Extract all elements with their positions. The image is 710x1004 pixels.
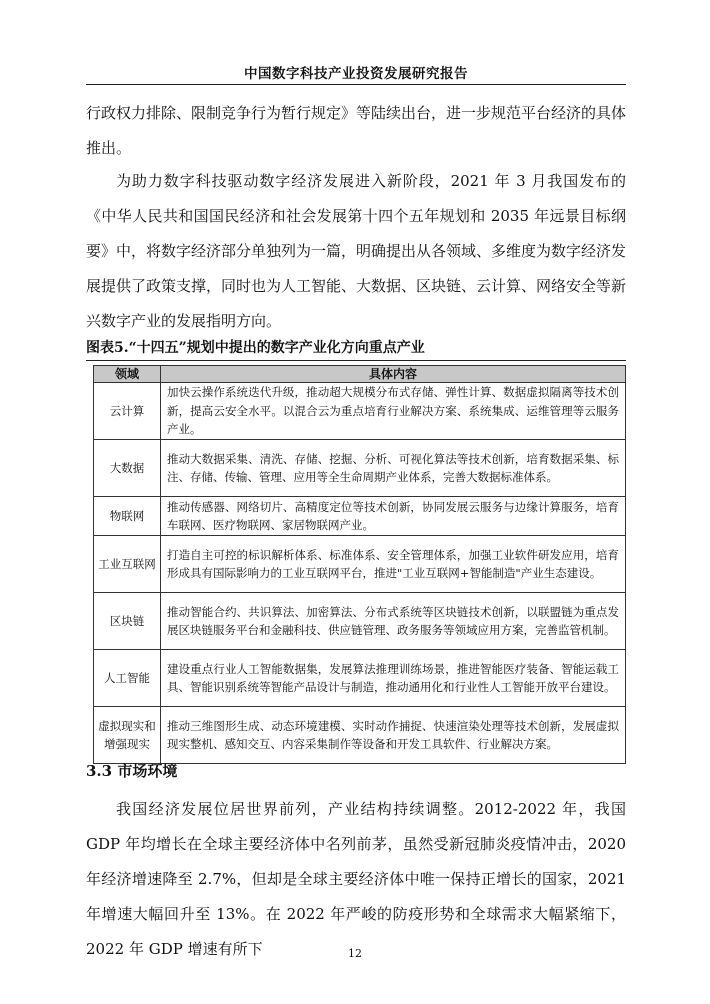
section-heading-market-environment: 3.3 市场环境 [86, 762, 178, 780]
column-header-domain: 领域 [94, 366, 161, 383]
domain-cell: 工业互联网 [94, 536, 161, 593]
page-header-title: 中国数字科技产业投资发展研究报告 [244, 66, 468, 82]
table-caption: 图表5.“十四五”规划中提出的数字产业化方向重点产业 [86, 340, 425, 356]
content-cell: 加快云操作系统迭代升级，推动超大规模分布式存储、弹性计算、数据虚拟隔离等技术创新，提高云安全水平。以混合云为重点培育行业解决方案、系统集成、运维管理等云服务产业。 [161, 383, 626, 440]
table-row [94, 497, 626, 536]
column-header-content: 具体内容 [161, 366, 626, 383]
page-number: 12 [348, 947, 362, 960]
content-cell: 打造自主可控的标识解析体系、标准体系、安全管理体系，加强工业软件研发应用，培育形成具有国际影响力的工业互联网平台，推进"工业互联网+智能制造"产业生态建设。 [161, 536, 626, 593]
table-row [94, 707, 626, 764]
content-cell: 推动大数据采集、清洗、存储、挖掘、分析、可视化算法等技术创新，培育数据采集、标注、存储、传输、管理、应用等全生命周期产业体系，完善大数据标准体系。 [161, 440, 626, 497]
table-row [94, 650, 626, 707]
domain-cell: 虚拟现实和增强现实 [94, 707, 161, 764]
content-cell: 推动传感器、网络切片、高精度定位等技术创新，协同发展云服务与边缘计算服务，培育车联网、医疗物联网、家居物联网产业。 [161, 497, 626, 536]
table-header-row [94, 366, 626, 383]
table-row [94, 593, 626, 650]
header-divider [86, 84, 626, 85]
content-cell: 建设重点行业人工智能数据集，发展算法推理训练场景，推进智能医疗装备、智能运载工具、智能识别系统等智能产品设计与制造，推动通用化和行业性人工智能开放平台建设。 [161, 650, 626, 707]
paragraph-market-environment: 我国经济发展位居世界前列，产业结构持续调整。2012-2022 年，我国 GDP 年均增长在全球主要经济体中名列前茅，虽然受新冠肺炎疫情冲击，2020 年经济增速降至 2.7%，但却是全球主要经济体中唯一保持正增长的国家，2021 年增速大幅回升至 13%。在 2022 年严峻的防疫形势和全球需求大幅紧缩下，2022 年 GDP 增速有所下 [86, 800, 626, 958]
domain-cell: 物联网 [94, 497, 161, 536]
domain-cell: 大数据 [94, 440, 161, 497]
domain-cell: 区块链 [94, 593, 161, 650]
paragraph-14th-five-year-plan: 为助力数字科技驱动数字经济发展进入新阶段，2021 年 3 月我国发布的《中华人民共和国国民经济和社会发展第十四个五年规划和 2035 年远景目标纲要》中，将数字经济部分单独列为一篇，明确提出从各领域、多维度为数字经济发展提供了政策支撑，同时也为人工智能、大数据、区块链、云计算、网络安全等新兴数字产业的发展指明方向。 [86, 172, 627, 330]
paragraph-intro-continuation: 行政权力排除、限制竞争行为暂行规定》等陆续出台，进一步规范平台经济的具体推出。 [86, 104, 627, 157]
content-cell: 推动智能合约、共识算法、加密算法、分布式系统等区块链技术创新，以联盟链为重点发展区块链服务平台和金融科技、供应链管理、政务服务等领域应用方案，完善监管机制。 [161, 593, 626, 650]
domain-cell: 人工智能 [94, 650, 161, 707]
caption-divider [86, 360, 626, 361]
table-row [94, 536, 626, 593]
domain-cell: 云计算 [94, 383, 161, 440]
table-row [94, 383, 626, 440]
key-industries-table [93, 365, 626, 764]
content-cell: 推动三维图形生成、动态环境建模、实时动作捕捉、快速渲染处理等技术创新，发展虚拟现实整机、感知交互、内容采集制作等设备和开发工具软件、行业解决方案。 [161, 707, 626, 764]
table-row [94, 440, 626, 497]
